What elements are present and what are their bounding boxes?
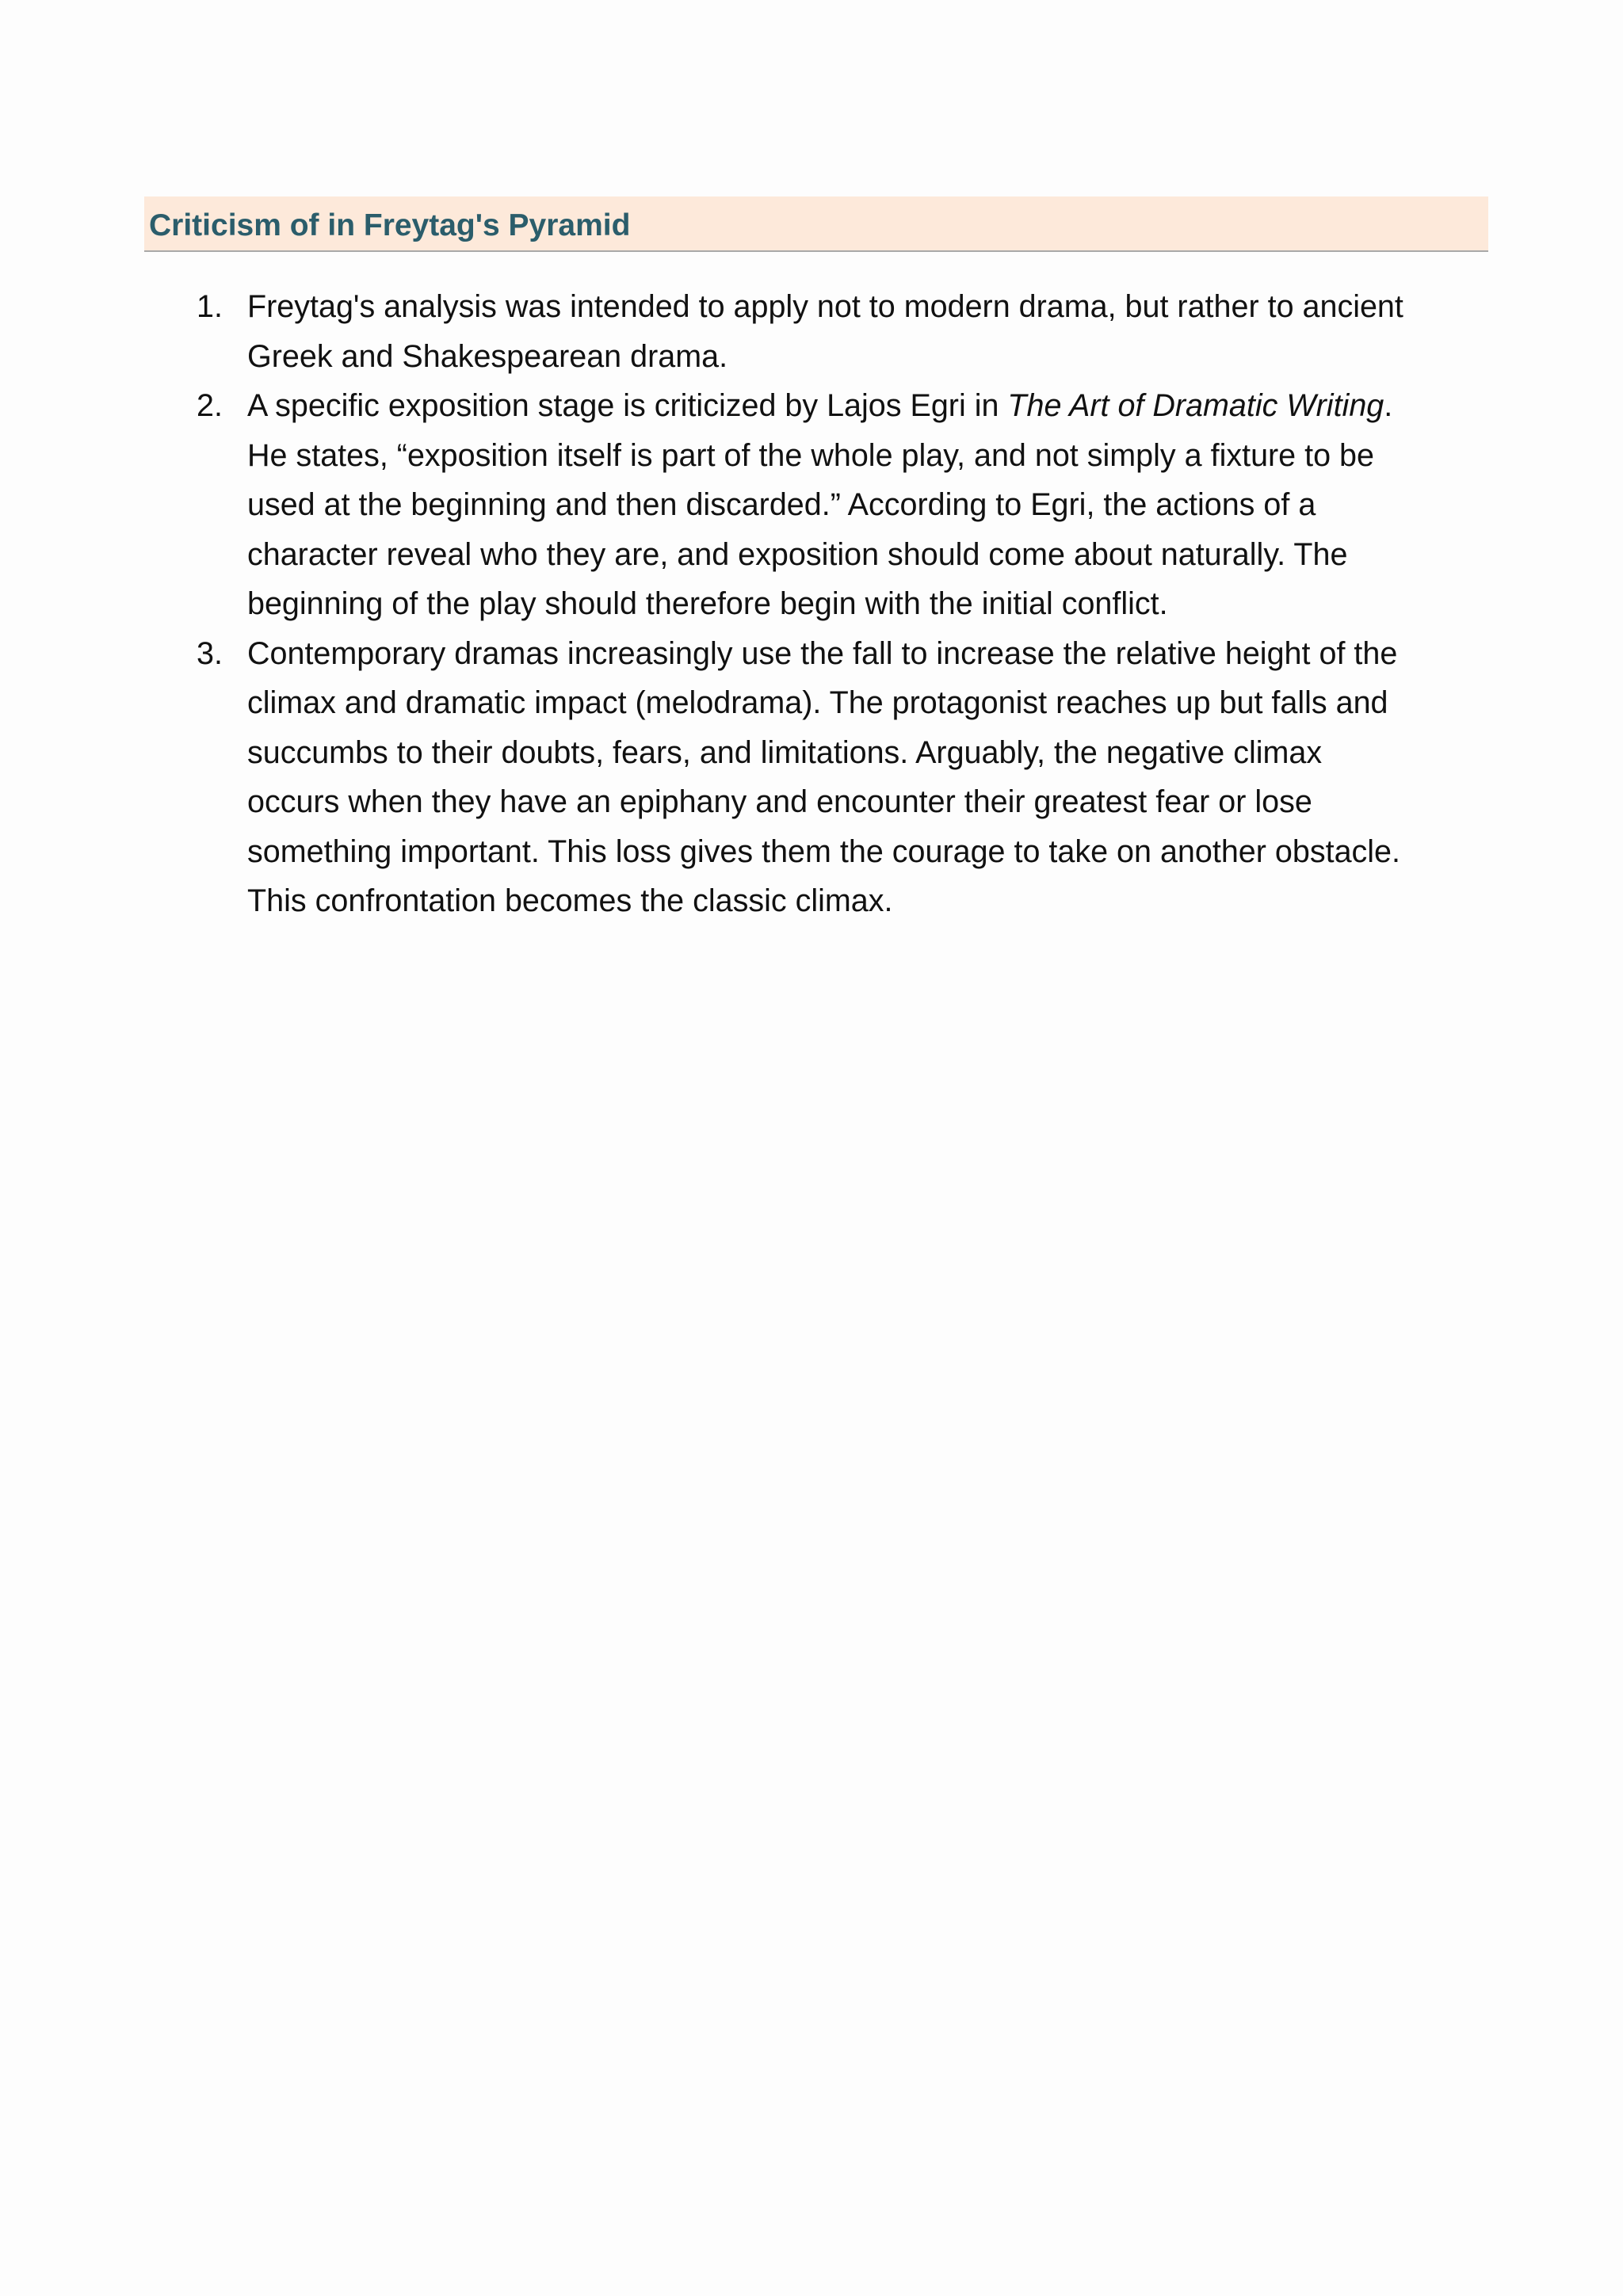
- list-item: [197, 282, 1499, 381]
- text-line: occurs when they have an epiphany and encounter their greatest fear or lose: [247, 784, 1312, 819]
- text-segment: A specific exposition stage is criticized by Lajos Egri in: [247, 388, 1008, 423]
- text-segment: .: [1384, 388, 1393, 423]
- text-line: He states, “exposition itself is part of the whole play, and not simply a fixture to be: [247, 437, 1374, 473]
- list-item-number: 1.: [197, 289, 223, 324]
- list-item-text: [247, 629, 1499, 926]
- text-line: beginning of the play should therefore begin with the initial conflict.: [247, 586, 1168, 621]
- text-line: [247, 381, 1499, 431]
- text-line: Freytag's analysis was intended to apply not to modern drama, but rather to ancient: [247, 289, 1403, 324]
- list-item-number: 2.: [197, 388, 223, 423]
- list-item-text: [247, 282, 1499, 381]
- list-item-number: 3.: [197, 635, 223, 671]
- criticism-list: [197, 282, 1499, 926]
- section-title: Criticism of in Freytag's Pyramid: [149, 208, 631, 242]
- text-line: succumbs to their doubts, fears, and limitations. Arguably, the negative climax: [247, 734, 1323, 770]
- section-header-band: [144, 196, 1488, 252]
- text-line: used at the beginning and then discarded.” According to Egri, the actions of a: [247, 487, 1316, 522]
- text-line: something important. This loss gives them the courage to take on another obstacle.: [247, 833, 1401, 869]
- text-line: Greek and Shakespearean drama.: [247, 338, 728, 374]
- book-title: The Art of Dramatic Writing: [1007, 388, 1384, 423]
- text-line: Contemporary dramas increasingly use the fall to increase the relative height of the: [247, 635, 1398, 671]
- text-line: climax and dramatic impact (melodrama). The protagonist reaches up but falls and: [247, 685, 1388, 720]
- list-item-text: [247, 381, 1499, 629]
- text-line: character reveal who they are, and exposition should come about naturally. The: [247, 536, 1348, 572]
- text-line: This confrontation becomes the classic climax.: [247, 883, 893, 918]
- list-item: [197, 381, 1499, 629]
- list-item: [197, 629, 1499, 926]
